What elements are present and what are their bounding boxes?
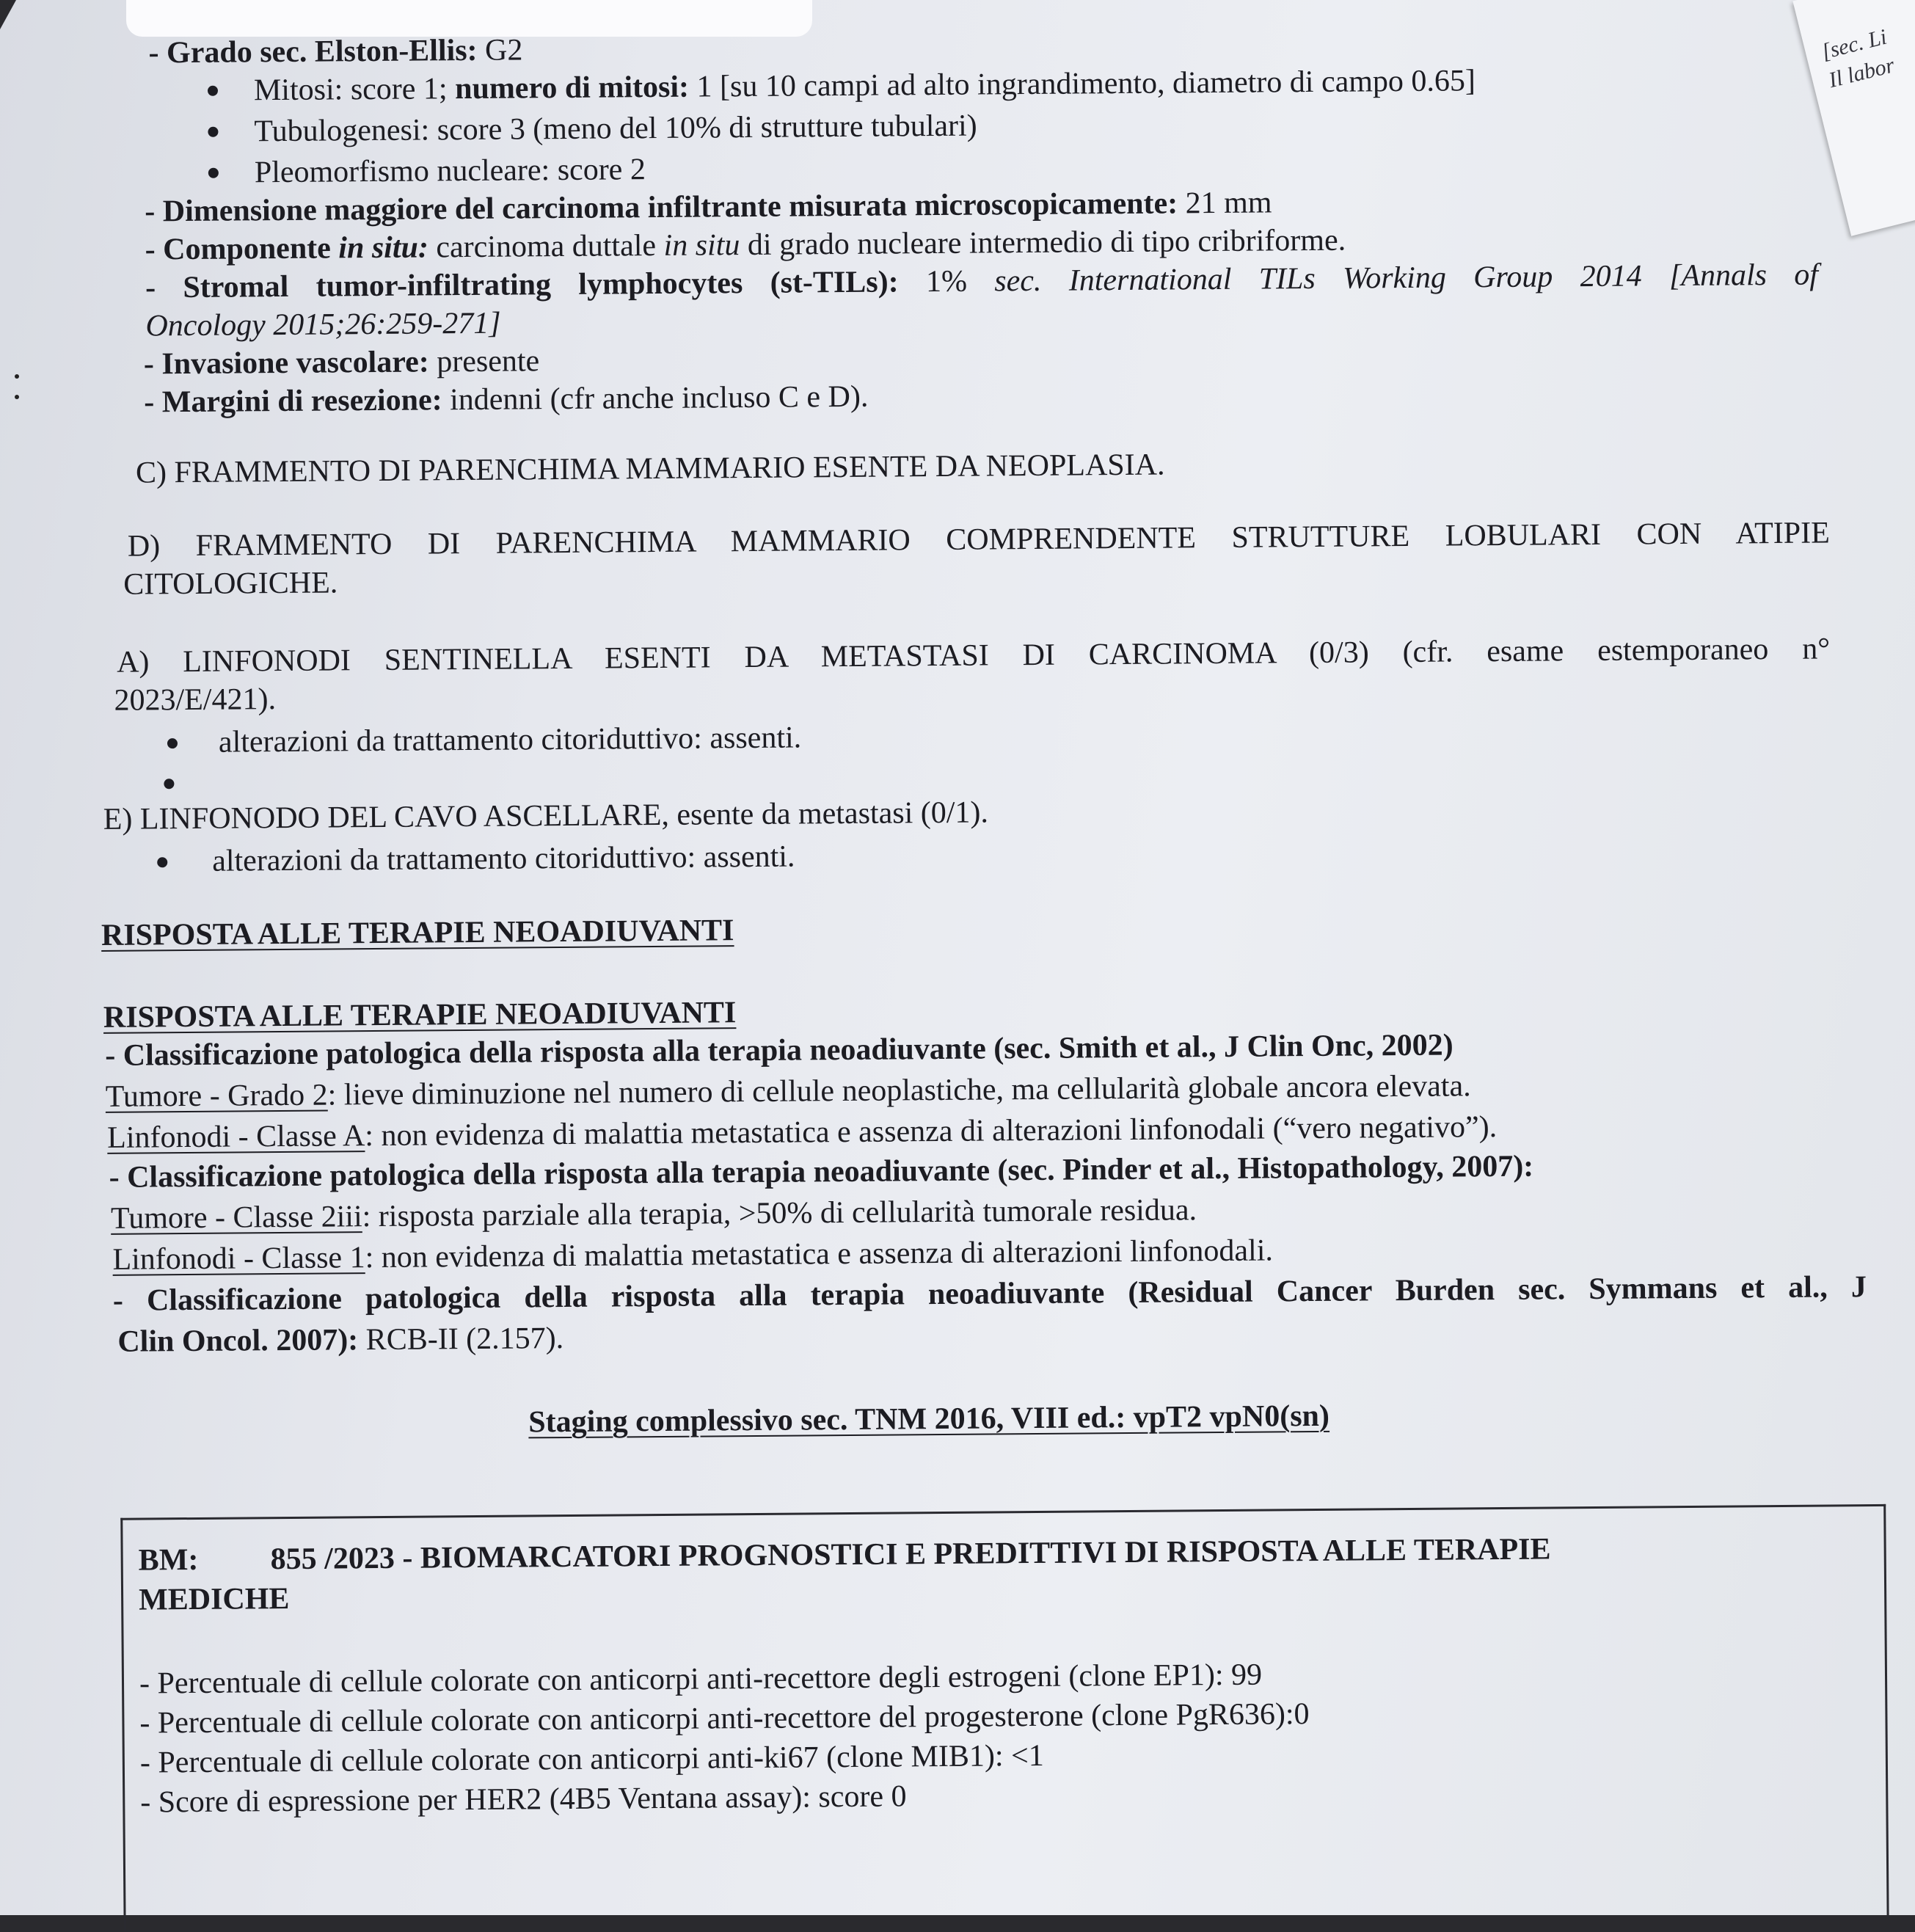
dimension-value: 21 mm xyxy=(1177,186,1272,221)
response-heading: RISPOSTA ALLE TERAPIE NEOADIUVANTI xyxy=(101,914,734,952)
insitu-label: - Componente xyxy=(145,231,339,267)
rcb-line2 xyxy=(117,1319,563,1361)
section-e-line: E) LINFONODO DEL CAVO ASCELLARE, esente da metastasi (0/1). xyxy=(103,795,989,836)
insitu-text-italic: in situ xyxy=(663,228,740,263)
bullet xyxy=(164,779,174,789)
insitu-label-italic: in situ: xyxy=(338,230,429,266)
pinder-nodes-text: : non evidenza di malattia metastatica e assenza di alterazioni linfonodali. xyxy=(365,1233,1274,1275)
section-a-bullet: alterazioni da trattamento citoriduttivo: assenti. xyxy=(218,721,802,759)
rcb-value: RCB-II (2.157). xyxy=(358,1322,564,1357)
smith-nodes-label: Linfonodi - Classe A xyxy=(107,1119,365,1155)
section-d-line2: CITOLOGICHE. xyxy=(123,566,338,602)
pinder-tumor-label: Tumore - Classe 2iii xyxy=(110,1200,362,1236)
pinder-nodes-label: Linfonodi - Classe 1 xyxy=(112,1241,365,1277)
rcb-label: Clin Oncol. 2007): xyxy=(117,1323,359,1359)
scan-marks xyxy=(15,374,19,418)
grading-value: G2 xyxy=(484,33,523,68)
section-e-bullet: alterazioni da trattamento citoriduttivo: assenti. xyxy=(212,839,795,878)
mitosis-count-label: numero di mitosi: xyxy=(454,70,690,106)
margins-label: - Margini di resezione: xyxy=(144,383,442,420)
vascular-label: - Invasione vascolare: xyxy=(143,345,429,382)
staging-line: Staging complessivo sec. TNM 2016, VIII ed.: vpT2 vpN0(sn) xyxy=(528,1399,1330,1440)
pleomorphism-line: Pleomorfismo nucleare: score 2 xyxy=(254,153,646,190)
section-a-line2: 2023/E/421). xyxy=(114,682,277,718)
vascular-line xyxy=(144,342,540,383)
biomarkers-code: BM: xyxy=(138,1542,199,1578)
pinder-title: - Classificazione patologica della risposta alla terapia neoadiuvante (sec. Pinder et al., Histopathology, 2007): xyxy=(109,1149,1534,1195)
vascular-value: presente xyxy=(428,344,540,379)
section-c: C) FRAMMENTO DI PARENCHIMA MAMMARIO ESENTE DA NEOPLASIA. xyxy=(135,448,1165,490)
section-a-line1: A) LINFONODI SENTINELLA ESENTI DA METASTASI DI CARCINOMA (0/3) (cfr. esame estemporaneo n° xyxy=(116,632,1831,679)
rcb-line1: - Classificazione patologica della risposta alla terapia neoadiuvante (Residual Cancer Burden sec. Symmans et al., J xyxy=(112,1270,1867,1318)
bullet xyxy=(167,738,178,748)
mitosis-score: Mitosi: score 1; xyxy=(253,72,456,108)
biomarker-ki67: - Percentuale di cellule colorate con anticorpi anti-ki67 (clone MIB1): <1 xyxy=(139,1738,1044,1780)
corner-note-line: Il labor xyxy=(1826,53,1897,93)
grading-line xyxy=(148,31,522,72)
tils-value: 1% xyxy=(898,264,995,299)
margins-value: indenni (cfr anche incluso C e D). xyxy=(442,379,869,418)
biomarkers-title-cont: MEDICHE xyxy=(138,1581,290,1617)
corner-note-line: [sec. Li xyxy=(1819,24,1889,65)
biomarkers-title: 855 /2023 - BIOMARCATORI PROGNOSTICI E PREDITTIVI DI RISPOSTA ALLE TERAPIE xyxy=(270,1532,1551,1577)
margins-line xyxy=(144,378,869,422)
bullet xyxy=(208,127,218,137)
smith-title: - Classificazione patologica della risposta alla terapia neoadiuvante (sec. Smith et al., J Clin Onc, 2002) xyxy=(105,1028,1453,1073)
section-d-line1: D) FRAMMENTO DI PARENCHIMA MAMMARIO COMPRENDENTE STRUTTURE LOBULARI CON ATIPIE xyxy=(127,516,1830,564)
biomarker-er: - Percentuale di cellule colorate con anticorpi anti-recettore degli estrogeni (clone EP1): 99 xyxy=(139,1658,1263,1701)
biomarker-pgr: - Percentuale di cellule colorate con anticorpi anti-recettore del progesterone (clone PgR636):0 xyxy=(139,1697,1310,1740)
insitu-text: carcinoma duttale xyxy=(428,228,664,265)
smith-tumor-label: Tumore - Grado 2 xyxy=(105,1078,328,1114)
pinder-tumor-text: : risposta parziale alla terapia, >50% di cellularità tumorale residua. xyxy=(362,1193,1197,1234)
bullet xyxy=(208,86,218,96)
bullet xyxy=(208,168,219,178)
biomarker-her2: - Score di espressione per HER2 (4B5 Ventana assay): score 0 xyxy=(140,1779,907,1820)
smith-nodes-text: : non evidenza di malattia metastatica e assenza di alterazioni linfonodali (“vero negativo”). xyxy=(365,1110,1498,1153)
tils-reference-cont: Oncology 2015;26:259-271] xyxy=(145,306,501,343)
response-heading-repeat: RISPOSTA ALLE TERAPIE NEOADIUVANTI xyxy=(103,996,737,1035)
mitosis-count-value: 1 [su 10 campi ad alto ingrandimento, diametro di campo 0.65] xyxy=(688,64,1476,104)
tils-label: - Stromal tumor-infiltrating lymphocytes (st-TILs): xyxy=(145,265,899,305)
insitu-text-end: di grado nucleare intermedio di tipo cribriforme. xyxy=(740,223,1346,263)
dimension-label: - Dimensione maggiore del carcinoma infiltrante misurata microscopicamente: xyxy=(145,186,1178,229)
tils-reference: sec. International TILs Working Group 2014 [Annals of xyxy=(994,258,1819,299)
smith-tumor-text: : lieve diminuzione nel numero di cellule neoplastiche, ma cellularità globale ancora elevata. xyxy=(327,1069,1471,1112)
tubulogenesis-line: Tubulogenesi: score 3 (meno del 10% di strutture tubulari) xyxy=(254,109,977,149)
bullet xyxy=(157,857,167,867)
grading-title: - Grado sec. Elston-Ellis: xyxy=(148,33,478,70)
